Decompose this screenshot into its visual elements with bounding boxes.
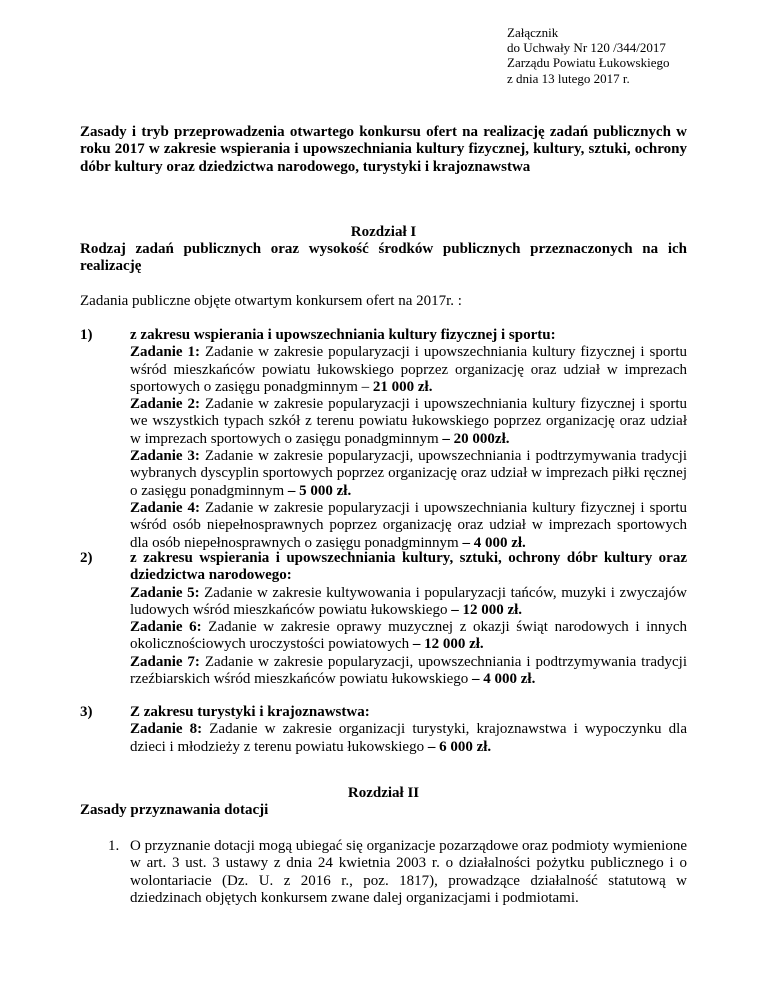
task-label: Zadanie 1: xyxy=(130,344,200,361)
attachment-note-line: z dnia 13 lutego 2017 r. xyxy=(507,70,630,86)
task-label: Zadanie 8: xyxy=(130,721,203,738)
chapter-2-item-number: 1. xyxy=(108,838,120,854)
task-amount: – 4 000 zł. xyxy=(462,534,526,551)
chapter-2-label: Rozdział II xyxy=(347,785,420,801)
section-3-number: 3) xyxy=(80,704,93,720)
task-2 xyxy=(130,396,687,448)
task-amount: – 20 000zł. xyxy=(442,430,510,447)
task-1 xyxy=(130,344,687,396)
document-title: Zasady i tryb przeprowadzenia otwartego konkursu ofert na realizację zadań publicznych w roku 2017 w zakresie wspierania i upowszechniania kultury fizycznej, kultury, sztuki, ochrony dóbr kultury oraz dziedzictwa narodowego, turystyki i krajoznawstwa xyxy=(80,124,687,175)
task-text: Zadanie w zakresie oprawy muzycznej z okazji świąt narodowych i innych okolicznościowych uroczystości powiatowych xyxy=(130,619,687,653)
section-1-number: 1) xyxy=(80,327,93,343)
task-6 xyxy=(130,619,687,654)
section-2-number: 2) xyxy=(80,550,93,566)
task-amount: – 5 000 zł. xyxy=(287,482,352,499)
task-4 xyxy=(130,500,687,552)
task-label: Zadanie 4: xyxy=(130,499,200,516)
task-3 xyxy=(130,448,687,500)
attachment-note-line: Załącznik xyxy=(507,25,559,40)
task-text: Zadanie w zakresie popularyzacji, upowszechniania i podtrzymywania tradycji wybranych dyscyplin sportowych poprzez organizację oraz udział w imprezach piłki ręcznej o zasięgu ponadgminnym xyxy=(130,448,687,499)
section-2 xyxy=(130,550,687,688)
task-amount: 21 000 zł. xyxy=(372,378,433,395)
task-label: Zadanie 3: xyxy=(130,448,200,465)
section-3-heading: Z zakresu turystyki i krajoznawstwa: xyxy=(130,704,370,720)
task-text: Zadanie w zakresie organizacji turystyki, krajoznawstwa i wypoczynku dla dzieci i młodzieży z terenu powiatu łukowskiego xyxy=(130,721,687,755)
section-2-heading: z zakresu wspierania i upowszechniania kultury, sztuki, ochrony dóbr kultury oraz dziedzictwa narodowego: xyxy=(130,550,687,584)
task-text: Zadanie w zakresie popularyzacji i upowszechniania kultury fizycznej i sportu we wszystkich typach szkół z terenu powiatu łukowskiego poprzez organizację oraz udział w imprezach sportowych o zasięgu ponadgminnym xyxy=(130,396,687,447)
task-8 xyxy=(130,721,687,756)
task-label: Zadanie 6: xyxy=(130,619,202,636)
task-text: Zadanie w zakresie popularyzacji i upowszechniania kultury fizycznej i sportu wśród osób niepełnosprawnych poprzez organizację oraz udział w imprezach sportowych dla osób niepełnosprawnych o zasięgu ponadgminnym xyxy=(130,499,687,551)
task-amount: – 12 000 zł. xyxy=(412,636,484,653)
task-amount: – 4 000 zł. xyxy=(472,671,536,688)
chapter-2-item: O przyznanie dotacji mogą ubiegać się organizacje pozarządowe oraz podmioty wymienione w art. 3 ust. 3 ustawy z dnia 24 kwietnia 2003 r. o działalności pożytku publicznego i o wolontariacie (Dz. U. z 2016 r., poz. 1817), prowadzące działalność statutową w dziedzinach objętych konkursem zwane dalej organizacjami i podmiotami. xyxy=(130,838,687,906)
chapter-1-heading: Rodzaj zadań publicznych oraz wysokość środków publicznych przeznaczonych na ich realizację xyxy=(80,241,687,275)
task-text: Zadanie w zakresie popularyzacji i upowszechniania kultury fizycznej i sportu wśród mieszkańców powiatu łukowskiego poprzez organizację oraz udział w imprezach sportowych o zasięgu ponadgminnym – xyxy=(130,344,687,395)
task-text: Zadanie w zakresie popularyzacji, upowszechniania i podtrzymywania tradycji rzeźbiarskich wśród mieszkańców powiatu łukowskiego xyxy=(130,653,687,688)
section-3 xyxy=(130,704,687,756)
chapter-1-label: Rozdział I xyxy=(350,224,417,240)
section-1-heading: z zakresu wspierania i upowszechniania kultury fizycznej i sportu: xyxy=(130,327,556,343)
task-5 xyxy=(130,585,687,620)
section-1 xyxy=(130,327,687,552)
task-amount: – 6 000 zł. xyxy=(427,738,492,755)
chapter-1-intro: Zadania publiczne objęte otwartym konkursem ofert na 2017r. : xyxy=(80,293,462,309)
task-text: Zadanie w zakresie kultywowania i popularyzacji tańców, muzyki i zwyczajów ludowych wśród mieszkańców powiatu łukowskiego xyxy=(130,584,687,618)
task-amount: – 12 000 zł. xyxy=(451,601,523,618)
attachment-note-line: Zarządu Powiatu Łukowskiego xyxy=(507,55,670,71)
task-label: Zadanie 2: xyxy=(130,396,200,413)
attachment-note-line: do Uchwały Nr 120 /344/2017 xyxy=(507,40,666,56)
task-label: Zadanie 5: xyxy=(130,584,200,601)
attachment-note xyxy=(507,25,747,86)
task-label: Zadanie 7: xyxy=(130,653,200,670)
task-7 xyxy=(130,654,687,689)
chapter-2-heading: Zasady przyznawania dotacji xyxy=(80,802,269,818)
